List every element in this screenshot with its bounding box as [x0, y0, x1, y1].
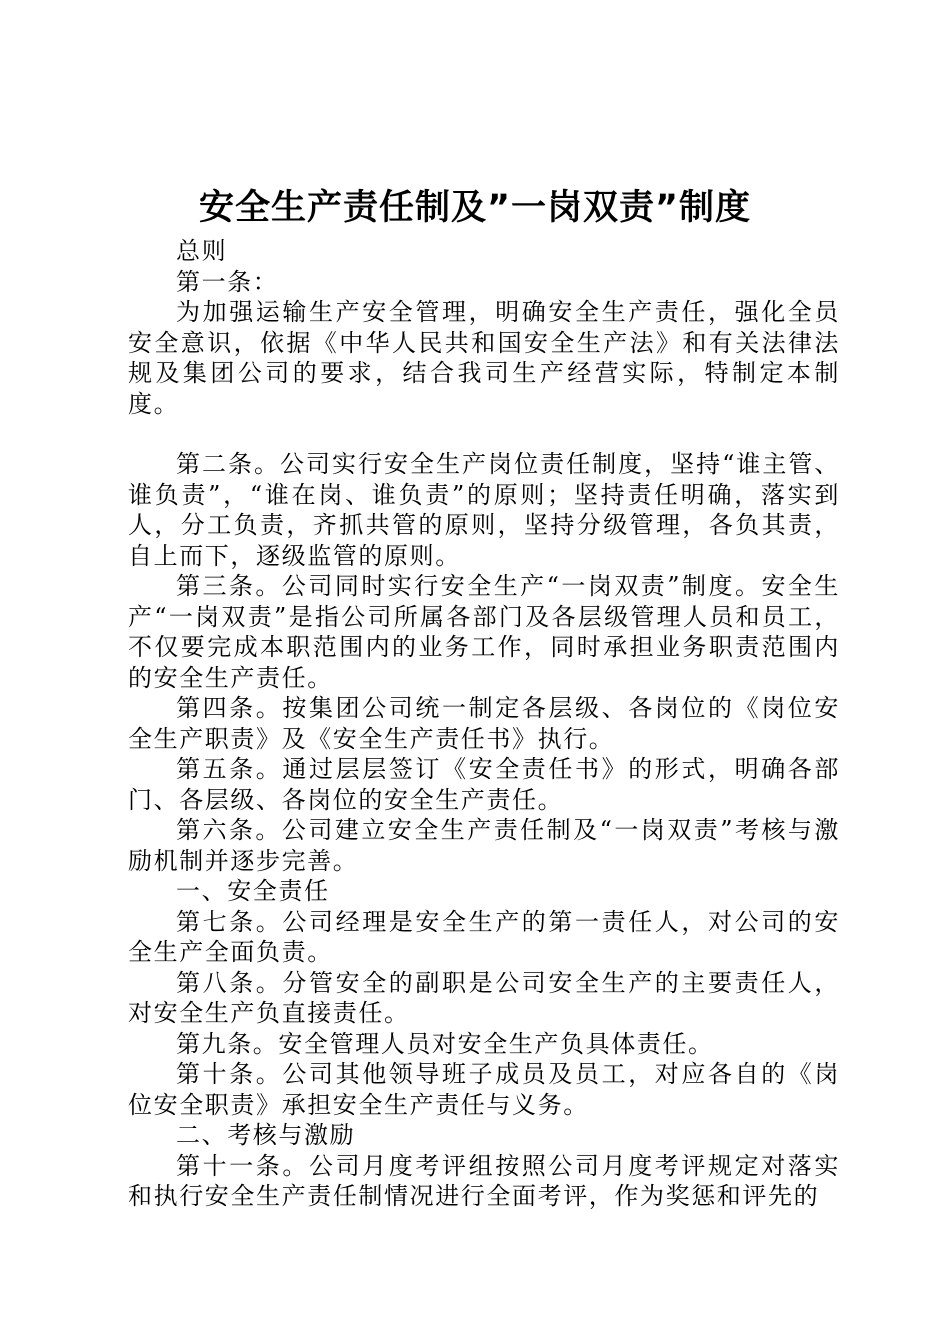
section-heading: 总则 [176, 237, 228, 265]
document-title: 安全生产责任制及”一岗双责”制度 [198, 188, 751, 228]
paragraph: 第五条。通过层层签订《安全责任书》的形式，明确各部门、各层级、各岗位的安全生产责任。 [128, 755, 840, 814]
document-body [128, 236, 840, 1212]
section-heading: 二、考核与激励 [176, 1121, 356, 1149]
paragraph: 第十条。公司其他领导班子成员及员工，对应各自的《岗位安全职责》承担安全生产责任与义务。 [128, 1060, 840, 1119]
paragraph: 第三条。公司同时实行安全生产“一岗双责”制度。安全生产“一岗双责”是指公司所属各部门及各层级管理人员和员工，不仅要完成本职范围内的业务工作，同时承担业务职责范围内的安全生产责任。 [128, 572, 840, 692]
article-heading: 第一条： [176, 267, 279, 296]
section-heading: 一、安全责任 [176, 877, 330, 905]
paragraph: 第二条。公司实行安全生产岗位责任制度，坚持“谁主管、谁负责”，“谁在岗、谁负责”的原则；坚持责任明确，落实到人，分工负责，齐抓共管的原则，坚持分级管理，各负其责，自上而下，逐级监管的原则。 [128, 450, 840, 570]
paragraph: 第八条。分管安全的副职是公司安全生产的主要责任人，对安全生产负直接责任。 [128, 968, 840, 1027]
paragraph: 第九条。安全管理人员对安全生产负具体责任。 [176, 1029, 714, 1058]
paragraph: 第七条。公司经理是安全生产的第一责任人，对公司的安全生产全面负责。 [128, 907, 840, 966]
paragraph: 第六条。公司建立安全生产责任制及“一岗双责”考核与激励机制并逐步完善。 [128, 816, 840, 875]
paragraph: 第四条。按集团公司统一制定各层级、各岗位的《岗位安全生产职责》及《安全生产责任书》执行。 [128, 694, 840, 753]
paragraph: 第十一条。公司月度考评组按照公司月度考评规定对落实和执行安全生产责任制情况进行全面考评，作为奖惩和评先的 [128, 1151, 840, 1210]
paragraph: 为加强运输生产安全管理，明确安全生产责任，强化全员安全意识，依据《中华人民共和国安全生产法》和有关法律法规及集团公司的要求，结合我司生产经营实际，特制定本制度。 [128, 298, 840, 418]
